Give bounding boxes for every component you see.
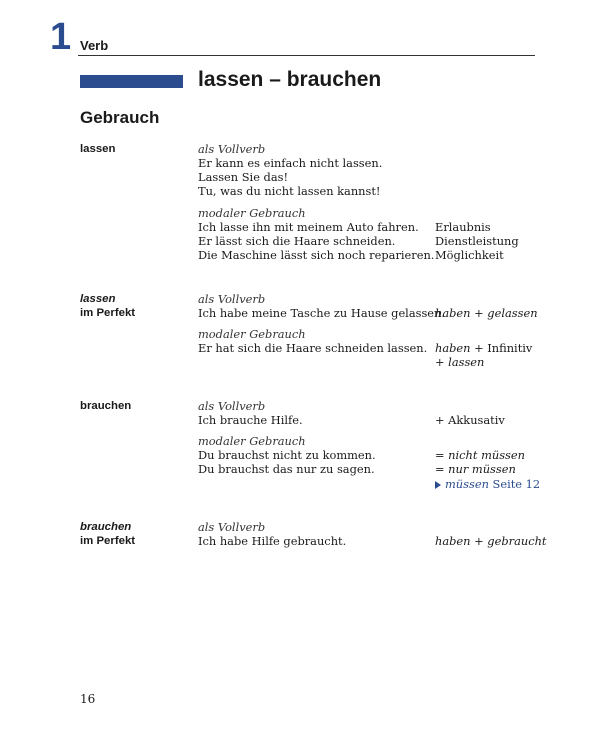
example-line: Ich brauche Hilfe. <box>198 413 303 427</box>
note-participle: gelassen <box>487 306 538 320</box>
usage-note: Möglichkeit <box>435 248 504 262</box>
note-participle: gebraucht <box>487 534 547 548</box>
usage-note <box>435 448 525 462</box>
usage-note <box>435 534 547 548</box>
note-infinitive: + Infinitiv <box>470 341 533 355</box>
page-title: lassen – brauchen <box>198 68 382 91</box>
usage-note: Dienstleistung <box>435 234 519 248</box>
example-line: Ich habe meine Tasche zu Hause gelassen. <box>198 306 446 320</box>
example-line: Er hat sich die Haare schneiden lassen. <box>198 341 428 355</box>
example-line: Du brauchst das nur zu sagen. <box>198 462 375 476</box>
usage-note <box>435 355 484 369</box>
example-line: Ich lasse ihn mit meinem Auto fahren. <box>198 220 419 234</box>
category-vollverb: als Vollverb <box>198 142 266 156</box>
label-brauchen: brauchen <box>80 400 132 412</box>
category-modal: modaler Gebrauch <box>198 206 306 220</box>
category-modal: modaler Gebrauch <box>198 327 306 341</box>
note-lassen: lassen <box>448 355 485 369</box>
category-modal: modaler Gebrauch <box>198 434 306 448</box>
note-aux: haben <box>435 341 471 355</box>
note-plus: + <box>470 534 488 548</box>
note-aux: haben <box>435 306 471 320</box>
note-plus: + <box>435 355 449 369</box>
label-lassen-word: lassen <box>80 293 116 305</box>
reference-page: Seite 12 <box>488 477 541 491</box>
note-aux: haben <box>435 534 471 548</box>
category-vollverb: als Vollverb <box>198 399 266 413</box>
example-line: Lassen Sie das! <box>198 170 289 184</box>
example-line: Du brauchst nicht zu kommen. <box>198 448 376 462</box>
label-brauchen-word: brauchen <box>80 521 132 533</box>
chapter-label: Verb <box>80 38 109 53</box>
usage-note <box>435 306 538 320</box>
example-line: Ich habe Hilfe gebraucht. <box>198 534 347 548</box>
category-vollverb: als Vollverb <box>198 520 266 534</box>
page-number: 16 <box>80 692 96 706</box>
category-vollverb: als Vollverb <box>198 292 266 306</box>
label-im-perfekt: im Perfekt <box>80 535 136 547</box>
header-rule <box>78 55 535 56</box>
example-line: Er lässt sich die Haare schneiden. <box>198 234 396 248</box>
usage-note: Erlaubnis <box>435 220 491 234</box>
chapter-number: 1 <box>50 16 72 58</box>
label-lassen: lassen <box>80 143 116 155</box>
section-heading: Gebrauch <box>80 108 160 127</box>
usage-note <box>435 341 532 355</box>
usage-note <box>435 462 516 476</box>
label-im-perfekt: im Perfekt <box>80 307 136 319</box>
note-meaning: nur müssen <box>448 462 516 476</box>
note-equals: = <box>435 462 449 476</box>
cross-reference-link[interactable] <box>435 477 540 491</box>
usage-note: + Akkusativ <box>435 413 505 427</box>
example-line: Tu, was du nicht lassen kannst! <box>198 184 381 198</box>
arrow-right-icon <box>435 481 441 489</box>
note-plus: + <box>470 306 488 320</box>
title-accent-bar <box>80 75 183 88</box>
reference-word: müssen <box>445 477 489 491</box>
note-equals: = <box>435 448 449 462</box>
example-line: Die Maschine lässt sich noch reparieren. <box>198 248 435 262</box>
example-line: Er kann es einfach nicht lassen. <box>198 156 383 170</box>
note-meaning: nicht müssen <box>448 448 525 462</box>
